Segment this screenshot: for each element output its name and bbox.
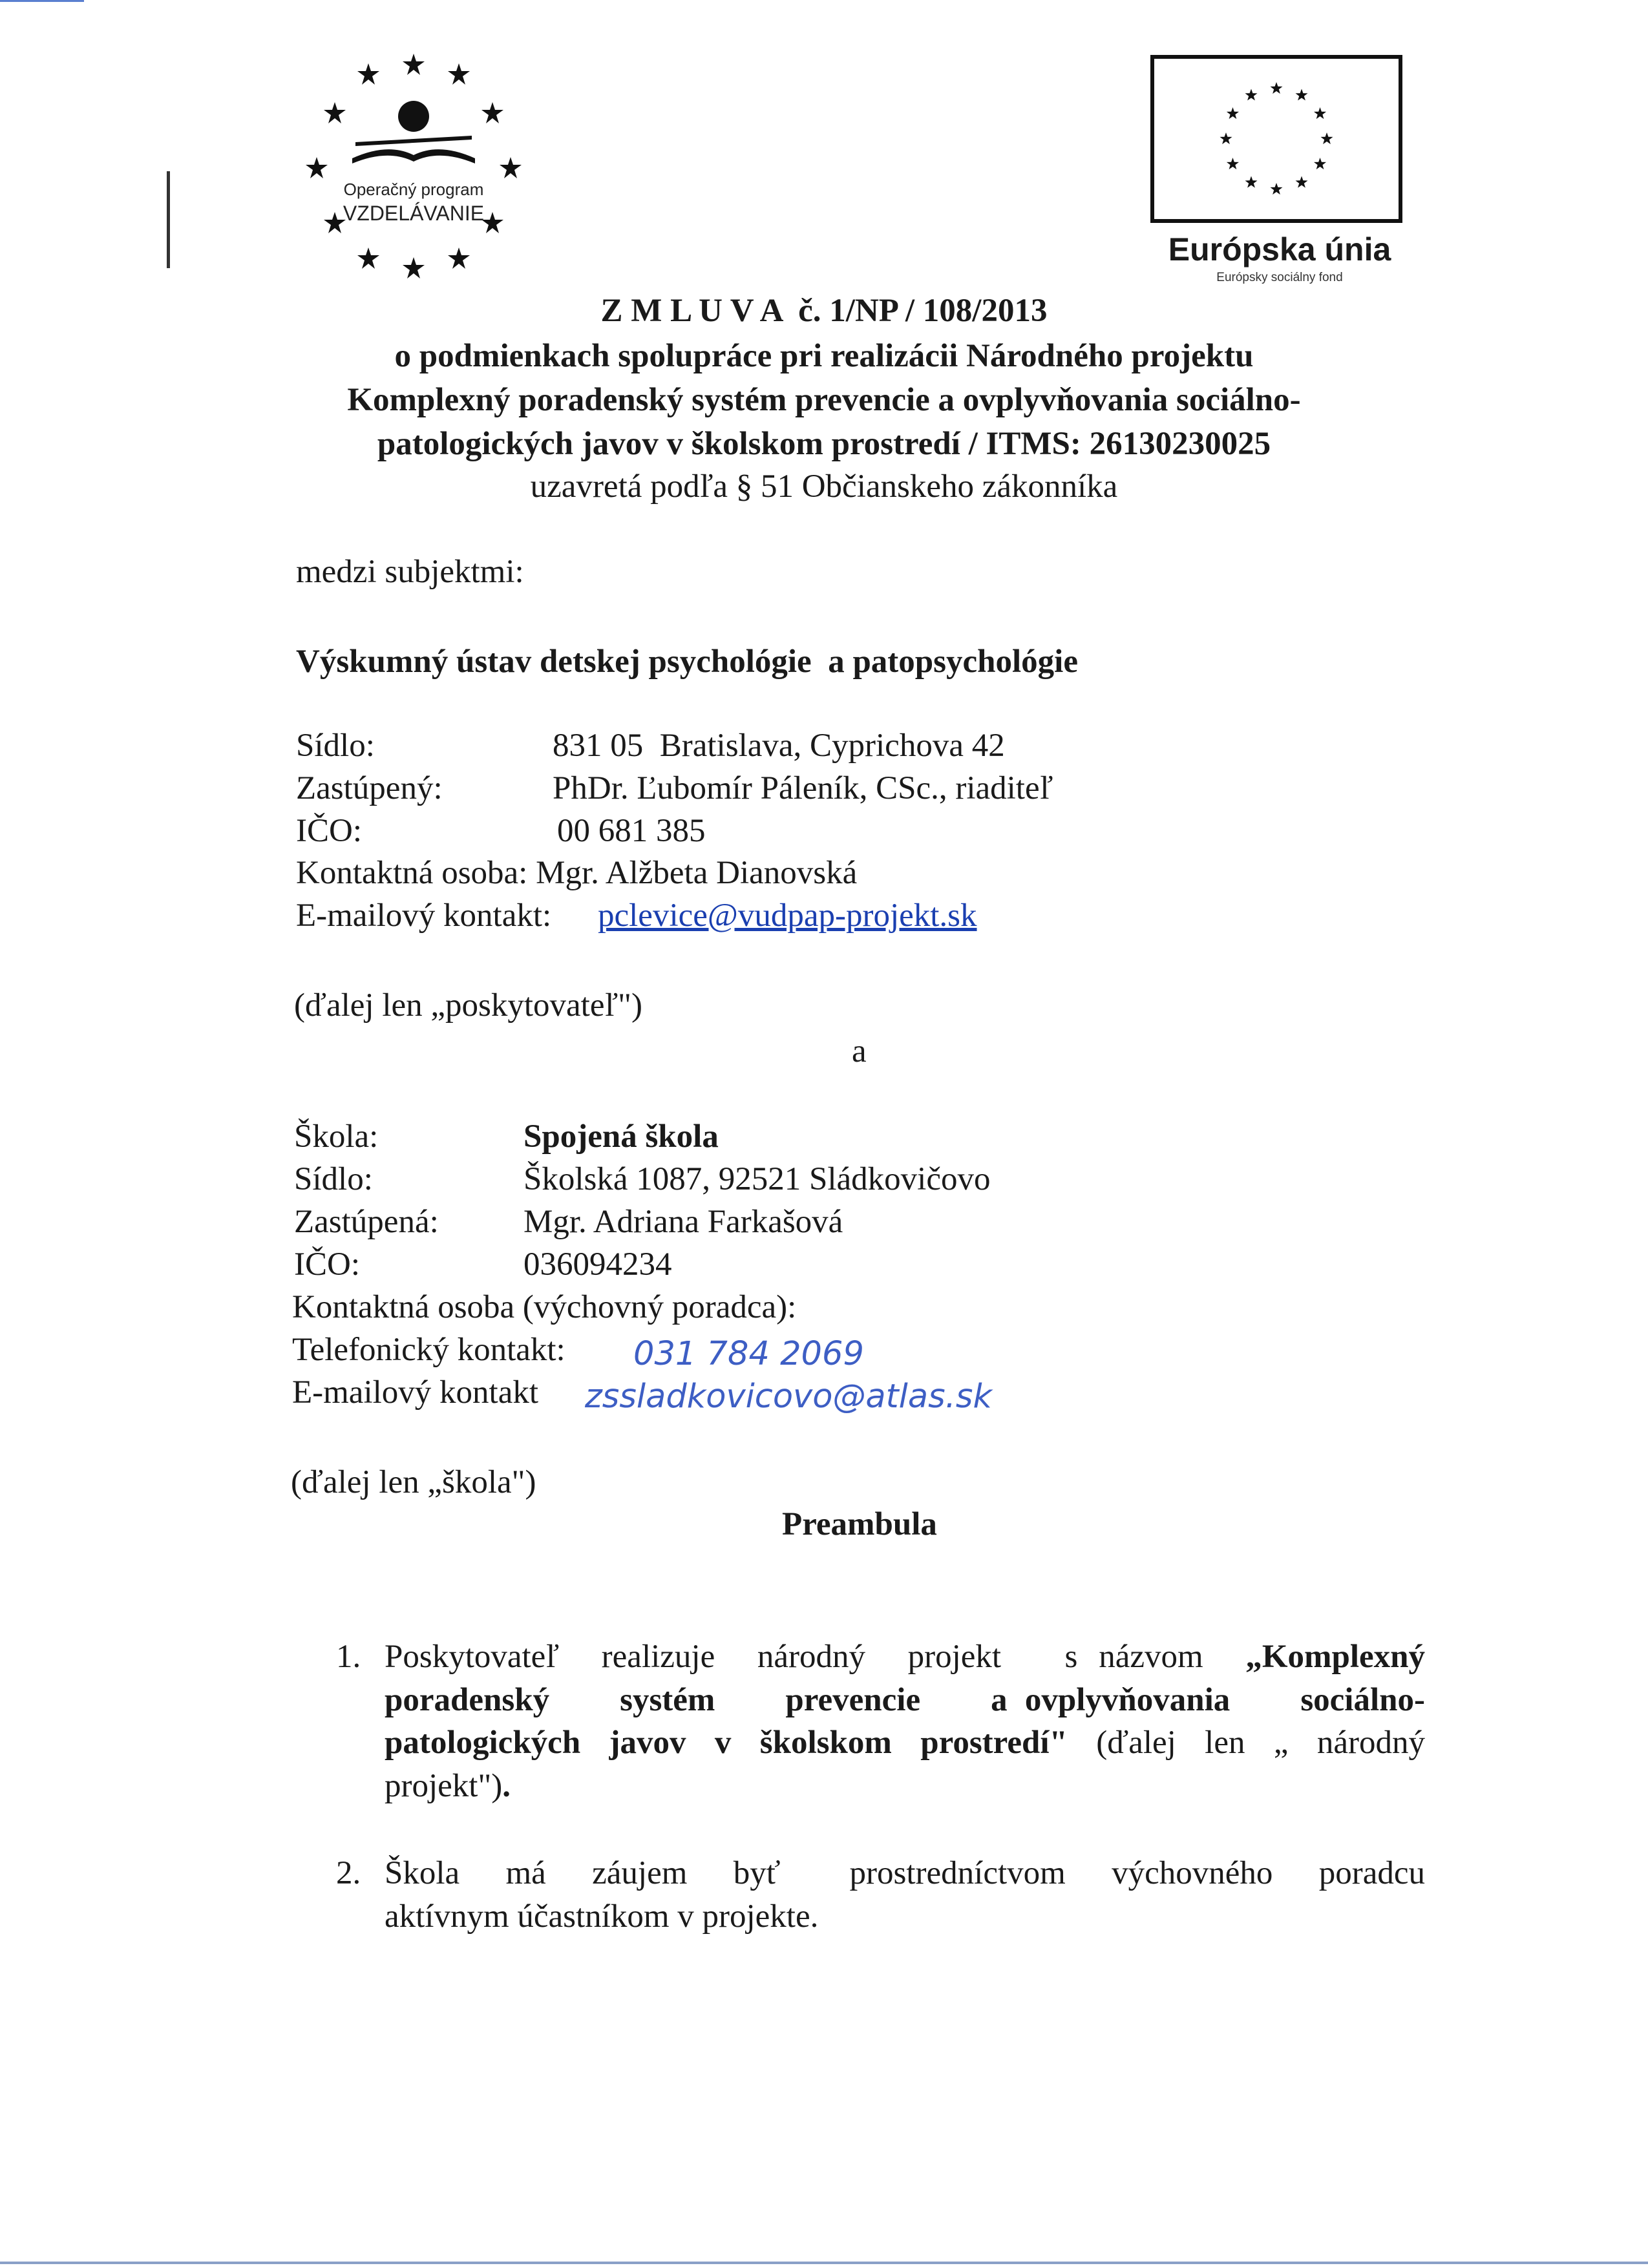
eu-subtitle: Európsky sociálny fond bbox=[1216, 271, 1343, 284]
provider-name: Výskumný ústav detskej psychológie a patopsychológie bbox=[296, 644, 1078, 680]
op-logo-line2: VZDELÁVANIE bbox=[343, 202, 485, 225]
contract-subtitle-2: Komplexný poradenský systém prevencie a ovplyvňovania sociálno- bbox=[347, 382, 1301, 418]
scan-top-line bbox=[0, 0, 84, 2]
item1-line4-text: projekt") bbox=[385, 1768, 503, 1804]
eu-star-icon bbox=[1220, 132, 1232, 144]
op-vzdelavanie-logo bbox=[291, 45, 536, 284]
school-rep-value: Mgr. Adriana Farkašová bbox=[523, 1204, 843, 1240]
eu-star-icon bbox=[1314, 158, 1326, 169]
contract-subtitle-3: patologických javov v školskom prostredí / ITMS: 26130230025 bbox=[377, 426, 1271, 462]
school-rep-label: Zastúpená: bbox=[294, 1204, 439, 1240]
provider-email-link[interactable]: pclevice@vudpap-projekt.sk bbox=[598, 898, 977, 934]
preamble-item-1-line-3 bbox=[385, 1724, 1425, 1761]
eu-star-icon bbox=[1245, 176, 1258, 188]
eu-star-icon bbox=[1271, 183, 1283, 194]
contract-subtitle-1: o podmienkach spolupráce pri realizácii Národného projektu bbox=[394, 338, 1254, 374]
item1-line1-text: Poskytovateľ realizuje národný projekt s názvom bbox=[385, 1639, 1246, 1675]
preamble-item-2-number: 2. bbox=[336, 1855, 361, 1891]
eu-star-icon bbox=[1321, 132, 1333, 144]
parties-intro: medzi subjektmi: bbox=[296, 554, 524, 590]
eu-star-icon bbox=[1296, 89, 1308, 101]
provider-ico-value: 00 681 385 bbox=[557, 813, 706, 849]
provider-email-label: E-mailový kontakt: bbox=[296, 898, 552, 934]
contract-title: Z M L U V A č. 1/NP / 108/2013 bbox=[600, 293, 1048, 329]
eu-star-icon bbox=[1296, 176, 1308, 188]
school-seat-label: Sídlo: bbox=[294, 1161, 373, 1197]
op-logo-graphic bbox=[291, 45, 536, 284]
school-email-label: E-mailový kontakt bbox=[292, 1374, 539, 1411]
school-alias: (ďalej len „škola") bbox=[291, 1464, 536, 1500]
provider-alias: (ďalej len „poskytovateľ") bbox=[294, 987, 642, 1024]
eu-star-icon bbox=[1314, 107, 1326, 119]
eu-star-icon bbox=[1245, 89, 1258, 101]
legal-basis: uzavretá podľa § 51 Občianskeho zákonníka bbox=[530, 468, 1118, 505]
scan-bottom-line bbox=[0, 2262, 1648, 2264]
provider-rep-value: PhDr. Ľubomír Páleník, CSc., riaditeľ bbox=[553, 770, 1053, 806]
school-label: Škola: bbox=[294, 1118, 379, 1155]
school-ico-label: IČO: bbox=[294, 1246, 360, 1283]
op-logo-line1: Operačný program bbox=[343, 180, 484, 199]
school-contact: Kontaktná osoba (výchovný poradca): bbox=[292, 1289, 797, 1325]
item1-line4-dot: . bbox=[502, 1768, 511, 1804]
school-email-handwritten: zssladkovicovo@atlas.sk bbox=[585, 1378, 992, 1416]
school-seat-value: Školská 1087, 92521 Sládkovičovo bbox=[523, 1161, 991, 1197]
eu-star-icon bbox=[1227, 158, 1239, 169]
connector-a: a bbox=[852, 1033, 867, 1069]
eu-star-icon bbox=[1227, 107, 1239, 119]
item1-line1-bold: „Komplexný bbox=[1245, 1639, 1425, 1675]
preamble-item-1-line-2: poradenský systém prevencie a ovplyvňovania sociálno- bbox=[385, 1682, 1425, 1718]
provider-ico-label: IČO: bbox=[296, 813, 362, 849]
preamble-item-1-line-1 bbox=[385, 1638, 1425, 1675]
eu-title: Európska únia bbox=[1168, 231, 1391, 268]
item1-line3-bold: patologických javov v školskom prostredí" bbox=[385, 1725, 1068, 1761]
provider-contact: Kontaktná osoba: Mgr. Alžbeta Dianovská bbox=[296, 855, 858, 891]
scan-edge-mark bbox=[167, 171, 170, 268]
eu-star-icon bbox=[1271, 82, 1283, 94]
provider-seat-value: 831 05 Bratislava, Cyprichova 42 bbox=[553, 728, 1005, 764]
school-name: Spojená škola bbox=[523, 1118, 719, 1155]
preamble-item-1-line-4 bbox=[385, 1767, 1425, 1805]
item1-line3-text: (ďalej len „ národný bbox=[1067, 1725, 1425, 1761]
preamble-item-2-line-1: Škola má záujem byť prostredníctvom výchovného poradcu bbox=[385, 1855, 1425, 1891]
preamble-item-2-line-2: aktívnym účastníkom v projekte. bbox=[385, 1898, 819, 1935]
school-phone-label: Telefonický kontakt: bbox=[292, 1332, 565, 1368]
preamble-item-1-number: 1. bbox=[336, 1639, 361, 1675]
provider-rep-label: Zastúpený: bbox=[296, 770, 443, 806]
eu-logo bbox=[1150, 55, 1409, 288]
preamble-heading: Preambula bbox=[782, 1506, 937, 1542]
provider-seat-label: Sídlo: bbox=[296, 728, 375, 764]
school-ico-value: 036094234 bbox=[523, 1246, 672, 1283]
eu-flag-icon bbox=[1150, 55, 1402, 223]
school-phone-handwritten: 031 784 2069 bbox=[633, 1335, 864, 1373]
